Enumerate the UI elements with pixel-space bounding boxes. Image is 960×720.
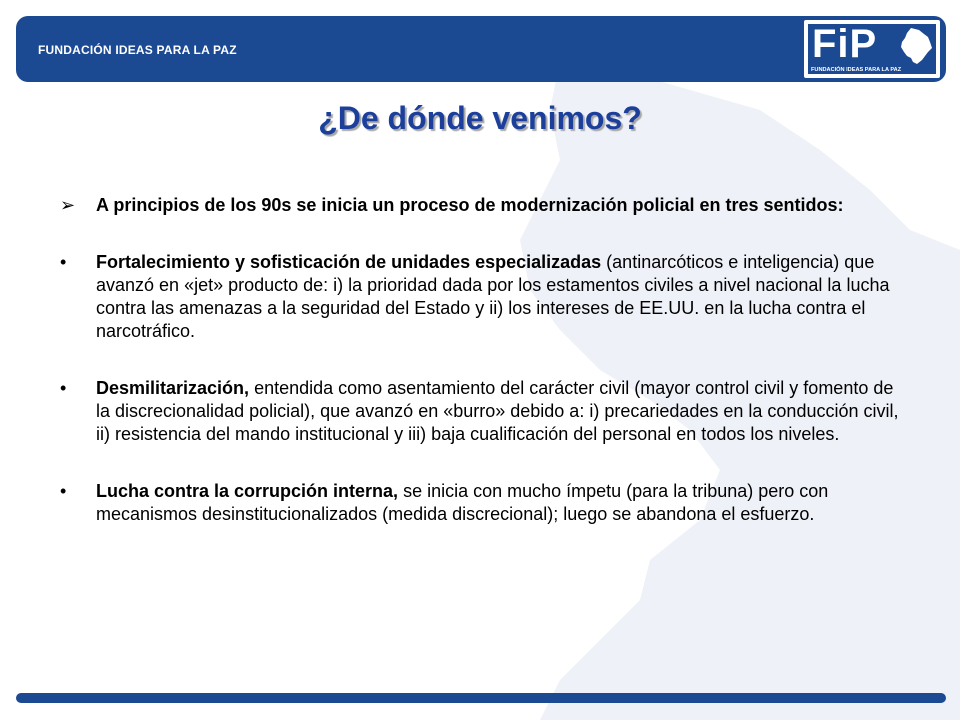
item-text [96, 194, 844, 217]
logo-inner [808, 24, 936, 74]
item-text [96, 251, 910, 343]
item-rest: (antinarcóticos e inteligencia) que avanzó en «jet» producto de: i) la prioridad dada por los estamentos civiles a nivel nacional la lucha contra las amenazas a la seguridad del Estado y ii) los intereses de EE.UU. en la lucha contra el narcotráfico. [96, 252, 890, 341]
content-list [60, 194, 910, 560]
list-item [60, 480, 910, 526]
arrow-bullet-icon: ➢ [60, 195, 76, 215]
item-rest: se inicia con mucho ímpetu (para la tribuna) pero con mecanismos desinstitucionalizados (medida discrecional); luego se abandona el esfuerzo. [96, 481, 829, 524]
footer-bar [16, 693, 946, 703]
item-bold: A principios de los 90s se inicia un proceso de modernización policial en tres sentidos: [96, 195, 844, 215]
colombia-map-icon [897, 27, 933, 65]
logo-subtitle: FUNDACIÓN IDEAS PARA LA PAZ [811, 67, 902, 73]
item-bold: Lucha contra la corrupción interna, [96, 481, 399, 501]
fip-logo [804, 20, 940, 78]
bullet-icon: • [60, 378, 67, 398]
list-item [60, 251, 910, 343]
item-rest: entendida como asentamiento del carácter civil (mayor control civil y fomento de la discrecionalidad policial), que avanzó en «burro» debido a: i) precariedades en la conducción civil, ii) resistencia del mando institucional y iii) baja cualificación del personal en todos los niveles. [96, 378, 899, 444]
logo-letters: FiP [812, 22, 878, 66]
header-bar [16, 16, 946, 82]
item-text [96, 480, 910, 526]
bullet-icon: • [60, 481, 67, 501]
org-name: FUNDACIÓN IDEAS PARA LA PAZ [38, 43, 237, 57]
list-item [60, 377, 910, 446]
slide-title: ¿De dónde venimos? [318, 100, 642, 136]
intro-item [60, 194, 910, 217]
item-text [96, 377, 910, 446]
item-bold: Desmilitarización, [96, 378, 250, 398]
bullet-icon: • [60, 252, 67, 272]
item-bold: Fortalecimiento y sofisticación de unidades especializadas [96, 252, 602, 272]
